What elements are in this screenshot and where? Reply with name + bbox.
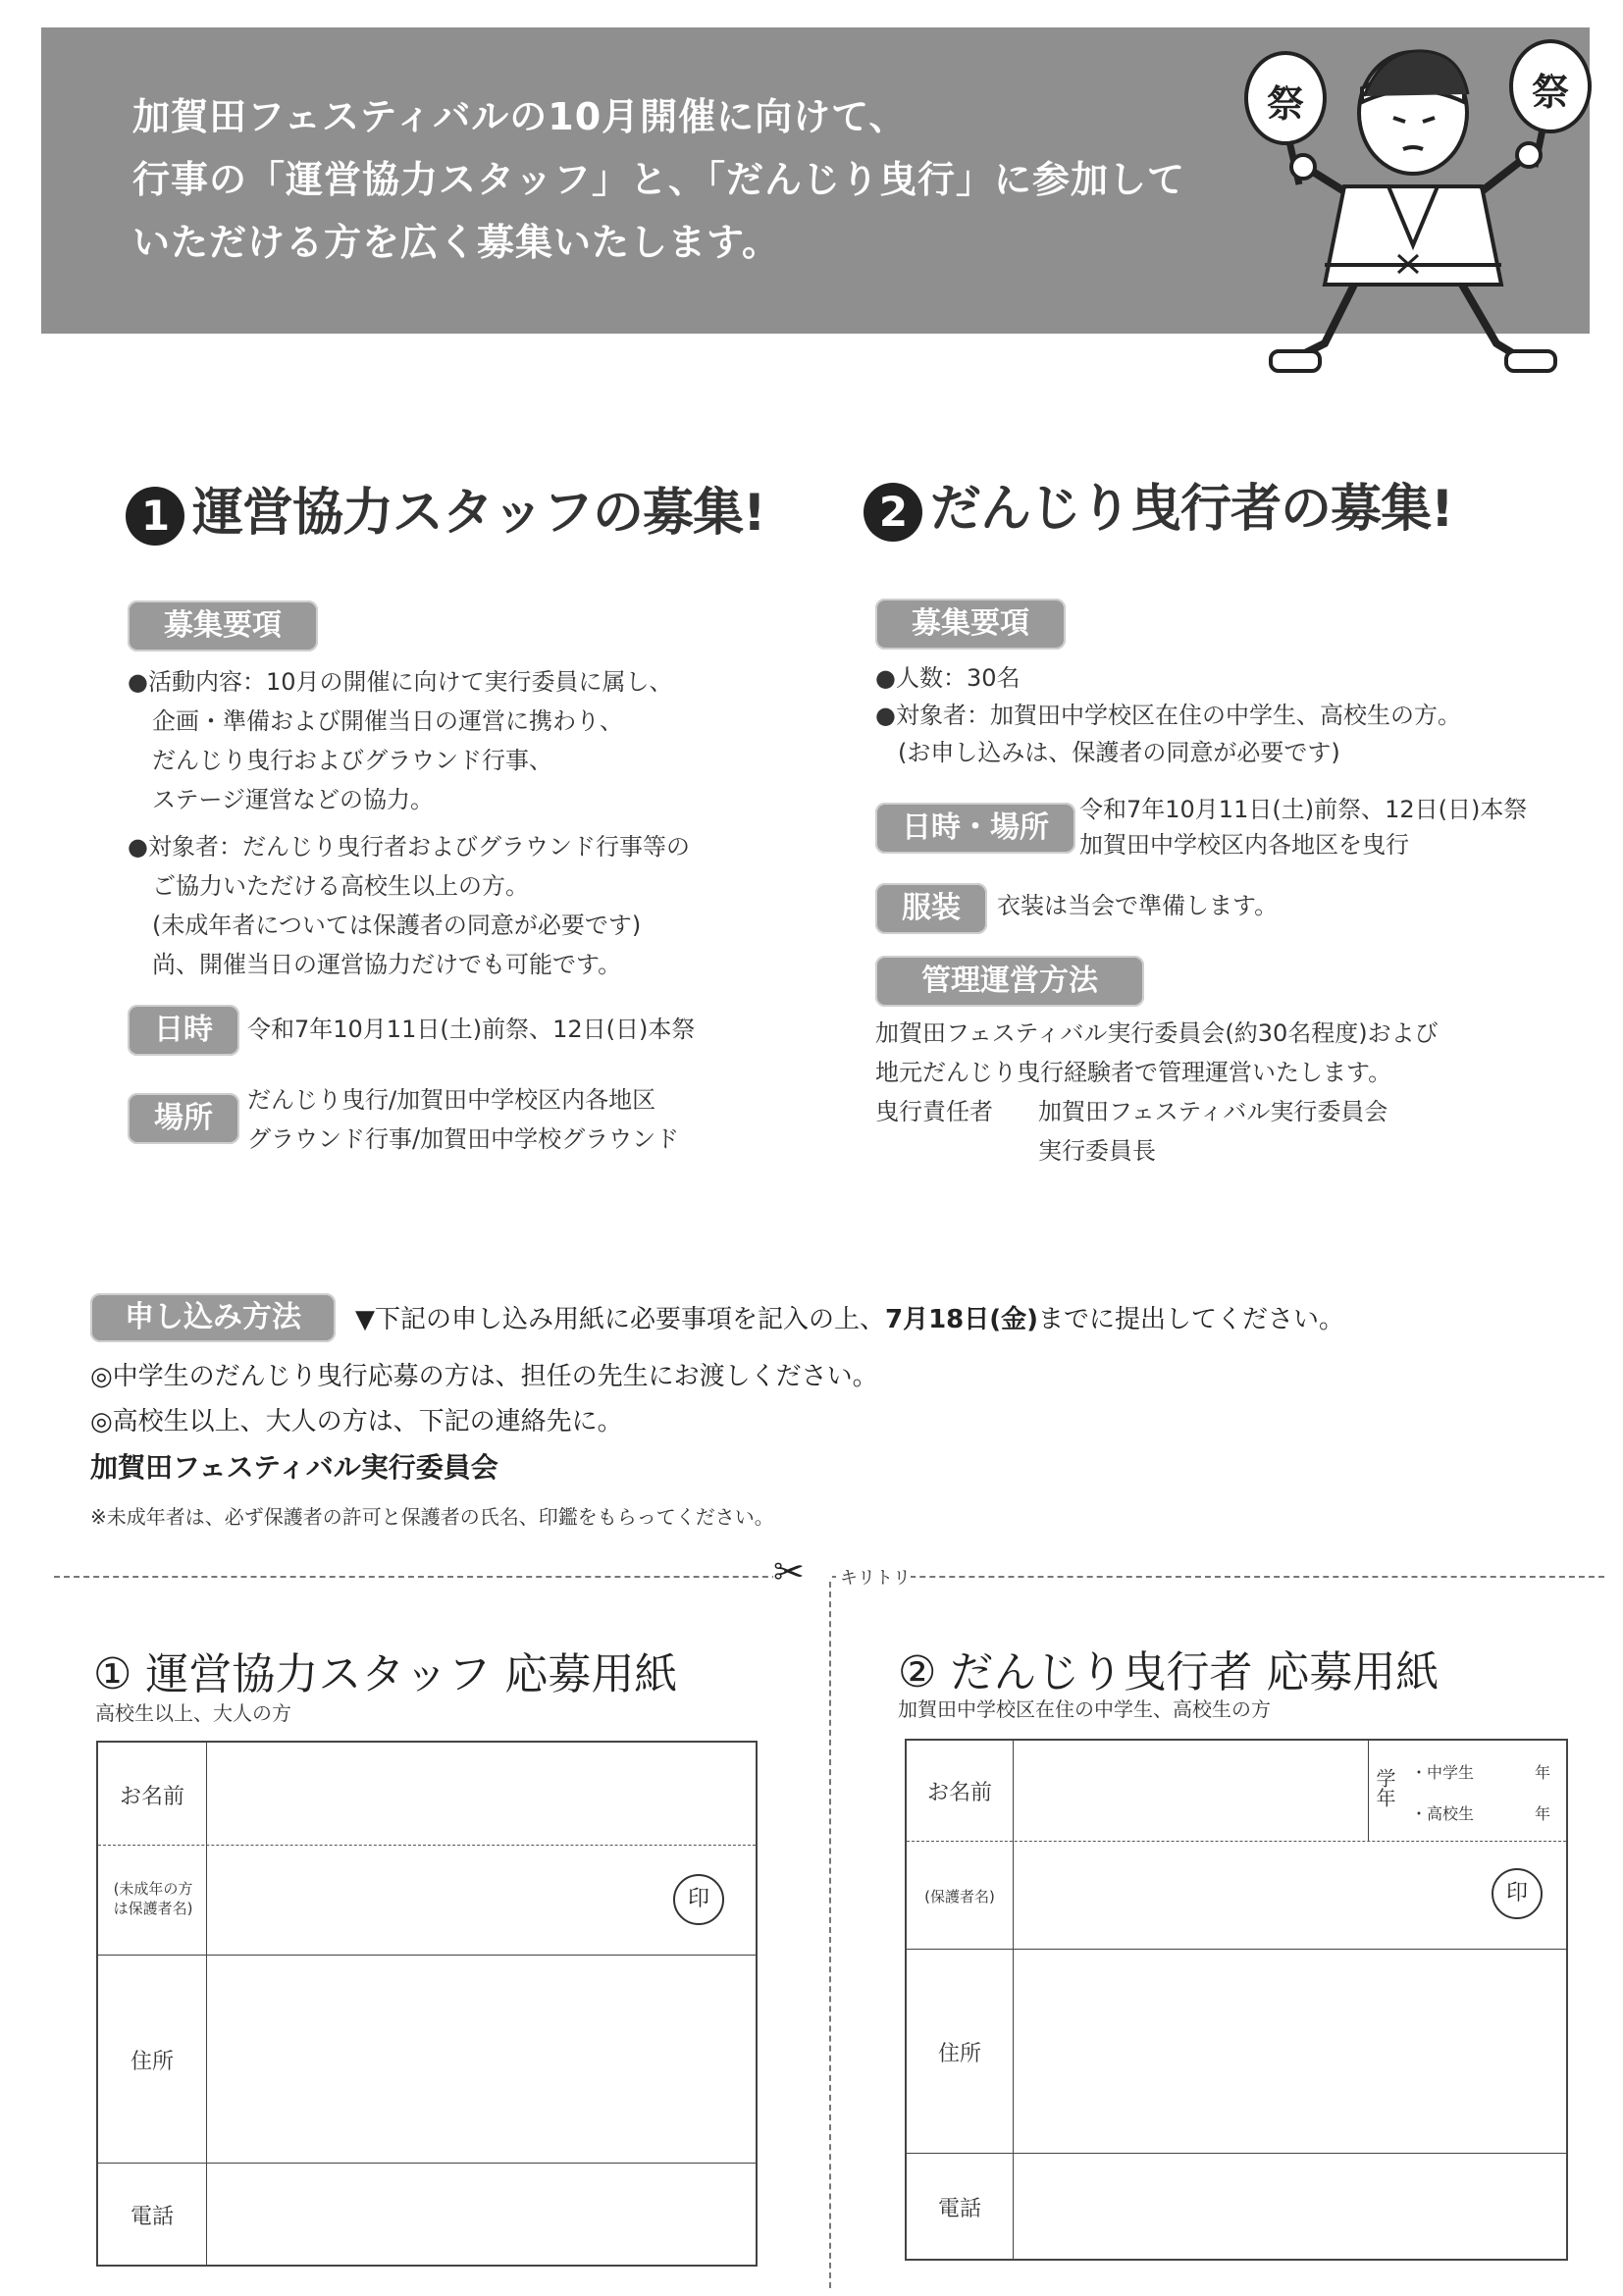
form2-name-field[interactable]	[1015, 1741, 1366, 1839]
form1-guardian-line-1: (未成年の方	[113, 1880, 193, 1898]
application-instruction	[355, 1299, 1344, 1335]
form2-name-label: お名前	[926, 1781, 992, 1805]
form1-column-divider	[206, 1743, 207, 2265]
s1-activity-4: ステージ運営などの協力。	[152, 786, 435, 813]
banner-line-1: 加賀田フェスティバルの10月開催に向けて、	[132, 95, 908, 138]
s2-label-datetime-place: 日時・場所	[875, 803, 1075, 854]
s2-responsible-2: 実行委員長	[1038, 1137, 1156, 1165]
form2-divider-2	[907, 1949, 1566, 1950]
form2-middle-school: ・中学生	[1411, 1763, 1475, 1782]
s2-label-requirements: 募集要項	[875, 599, 1066, 650]
s2-target-2: (お申し込みは、保護者の同意が必要です)	[898, 739, 1340, 766]
s2-label-costume: 服装	[875, 883, 987, 934]
section1-title-text: 運営協力スタッフの募集!	[192, 484, 765, 543]
s1-target-3: (未成年者については保護者の同意が必要です)	[152, 912, 642, 939]
s2-datetime-1: 令和7年10月11日(土)前祭、12日(日)本祭	[1079, 796, 1528, 823]
form2-title: ② だんじり曳行者 応募用紙	[898, 1647, 1440, 1697]
form2-divider-1	[907, 1841, 1566, 1842]
form1-subtitle: 高校生以上、大人の方	[95, 1701, 291, 1725]
application-note-1: ◎中学生のだんじり曳行応募の方は、担任の先生にお渡しください。	[90, 1362, 878, 1391]
form2-column-divider	[1013, 1741, 1014, 2259]
form2-guardian-field[interactable]	[1015, 1843, 1476, 1947]
s2-management-2: 地元だんじり曳行経験者で管理運営いたします。	[875, 1059, 1392, 1086]
form2-seal-mark: 印	[1492, 1868, 1543, 1919]
application-label: 申し込み方法	[90, 1293, 336, 1342]
banner-line-3: いただける方を広く募集いたします。	[132, 221, 780, 264]
cut-line-vertical	[829, 1582, 831, 2288]
form2-grade-label: 学年	[1373, 1768, 1396, 1807]
form2-divider-3	[907, 2153, 1566, 2154]
application-caution: ※未成年者は、必ず保護者の許可と保護者の氏名、印鑑をもらってください。	[90, 1505, 774, 1529]
form1-guardian-field[interactable]	[208, 1847, 659, 1953]
s1-activity-1: ●活動内容：10月の開催に向けて実行委員に属し、	[128, 668, 673, 696]
s1-place-1: だんじり曳行/加賀田中学校区内各地区	[247, 1086, 656, 1114]
section1-title	[126, 471, 765, 546]
form2-phone-field[interactable]	[1015, 2155, 1564, 2257]
s1-activity-2: 企画・準備および開催当日の運営に携わり、	[152, 707, 623, 735]
s1-label-requirements: 募集要項	[128, 600, 318, 652]
application-org: 加賀田フェスティバル実行委員会	[90, 1451, 498, 1484]
form2-grade-divider	[1368, 1741, 1369, 1841]
form1-title: ① 運営協力スタッフ 応募用紙	[93, 1649, 678, 1699]
s1-place-2: グラウンド行事/加賀田中学校グラウンド	[247, 1125, 680, 1153]
form1-phone-field[interactable]	[208, 2165, 754, 2263]
s1-target-1: ●対象者：だんじり曳行者およびグラウンド行事等の	[128, 833, 690, 861]
section2-title	[864, 467, 1453, 542]
form1-divider-3	[98, 2163, 756, 2164]
form2-high-school: ・高校生	[1411, 1804, 1475, 1823]
form1-name-field[interactable]	[208, 1743, 754, 1844]
form2-address-label: 住所	[937, 2042, 981, 2066]
form1-seal-mark: 印	[673, 1874, 724, 1925]
form1-divider-1	[98, 1845, 756, 1846]
form2-guardian-label: (保護者名)	[924, 1888, 995, 1905]
banner-line-2: 行事の「運営協力スタッフ」と、「だんじり曳行」に参加して	[132, 158, 1186, 201]
s2-responsible-label: 曳行責任者	[875, 1098, 993, 1125]
s2-responsible-1: 加賀田フェスティバル実行委員会	[1038, 1098, 1388, 1125]
form2-subtitle: 加賀田中学校区在住の中学生、高校生の方	[898, 1697, 1271, 1721]
section1-number: 1	[126, 487, 184, 546]
application-instruction-prefix: ▼下記の申し込み用紙に必要事項を記入の上、	[355, 1305, 885, 1334]
form1-table	[96, 1741, 758, 2267]
fan-right-text: 祭	[1531, 71, 1569, 114]
s1-label-place: 場所	[128, 1093, 239, 1144]
form2-phone-label: 電話	[937, 2197, 981, 2221]
s1-date: 令和7年10月11日(土)前祭、12日(日)本祭	[247, 1016, 696, 1043]
s1-activity-3: だんじり曳行およびグラウンド行事、	[152, 747, 552, 774]
application-deadline: 7月18日(金)	[885, 1305, 1039, 1334]
form1-guardian-line-2: は保護者名)	[113, 1899, 193, 1917]
s2-management-1: 加賀田フェスティバル実行委員会(約30名程度)および	[875, 1019, 1439, 1047]
s2-costume: 衣装は当会で準備します。	[997, 892, 1279, 919]
form2-high-year: 年	[1535, 1804, 1551, 1823]
s1-label-date: 日時	[128, 1005, 239, 1056]
s2-label-management: 管理運営方法	[875, 956, 1144, 1007]
s2-datetime-2: 加賀田中学校区内各地区を曳行	[1079, 831, 1409, 859]
scissors-icon: ✂	[773, 1550, 805, 1593]
form1-address-field[interactable]	[208, 1957, 754, 2161]
s1-target-2: ご協力いただける高校生以上の方。	[152, 872, 529, 900]
form1-name-label: お名前	[119, 1785, 184, 1809]
form1-address-label: 住所	[130, 2050, 174, 2074]
form2-address-field[interactable]	[1015, 1951, 1564, 2151]
section2-number: 2	[864, 483, 922, 542]
s1-target-4: 尚、開催当日の運営協力だけでも可能です。	[152, 951, 622, 978]
s2-count: ●人数：30名	[875, 664, 1021, 692]
form2-table	[905, 1739, 1568, 2261]
section2-title-text: だんじり曳行者の募集!	[930, 480, 1453, 539]
form1-divider-2	[98, 1955, 756, 1956]
cut-line-label: キリトリ	[840, 1568, 911, 1589]
application-instruction-suffix: までに提出してください。	[1038, 1305, 1345, 1334]
fan-left-text: 祭	[1266, 82, 1304, 126]
form2-middle-year: 年	[1535, 1763, 1551, 1782]
s2-target-1: ●対象者：加賀田中学校区在住の中学生、高校生の方。	[875, 702, 1461, 729]
form1-phone-label: 電話	[130, 2205, 174, 2229]
application-note-2: ◎高校生以上、大人の方は、下記の連絡先に。	[90, 1407, 623, 1436]
form1-guardian-label	[102, 1880, 204, 1918]
